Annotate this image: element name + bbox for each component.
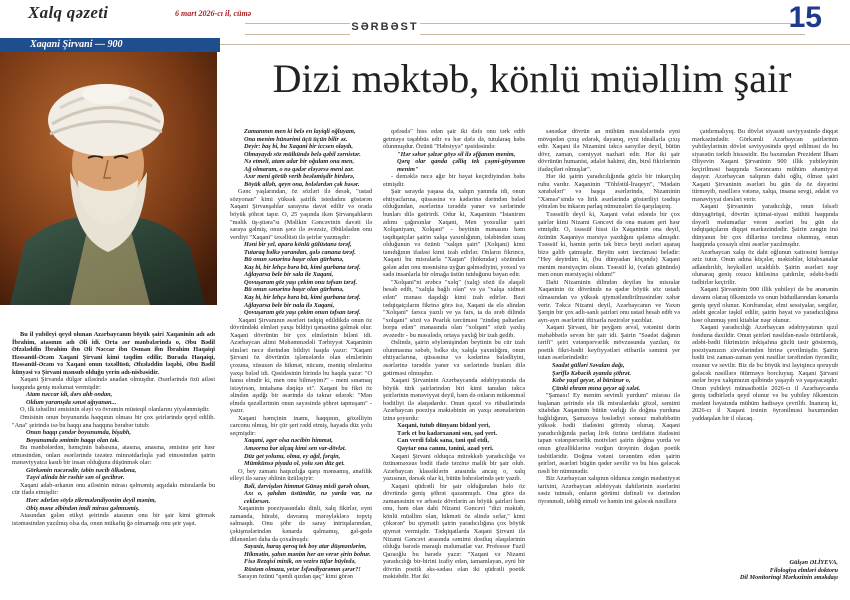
paragraph: Xaqani Şirvaninin 900 illik yubileyi də bu ənənənin davamı olaraq ölkəmizdə və onun hüdudlarından kənarda geniş qeyd olunur. Konfranslar, elmi sessiyalar, sərgilər, ədəbi gecələr təşkil edilir, şairin həyat və yaradıcılığına həsr olunmuş yeni kitablar nəşr olunur. [692, 286, 838, 324]
paragraph: Bu mənbələrdən, həmçinin babasına, atasına, anasına, əmisinə şeir həsr etməsindən, onları əsərlərində təzətez minnətdarlıqla yad etməsindən şairin mənəviyyatca kasıb bir insan olduğunu düşünmək olar: [12, 444, 215, 467]
verse-line: Onun haqqı çəndər boyunumda, bişubh, [26, 429, 131, 437]
paragraph: Dahi Nizaminin dilindən deyilən bu misralar Xaqaninin öz dövründə nə qədər böyük söz ustadı olmasından və yüksək qiymətləndirilməsindən xəbər verir. Təkcə Nizami deyil, Azərbaycanın ve Yaxın Şərqin bir çox adlı-sanlı şairləri onu ustad hesab edib və ayrı-ayrı əsərlərini iftixarla nəzirələr yazıblar. [538, 278, 680, 324]
verse-line: Qərq olar qanda çəlliq tek çəşmi-giryanım menim" [397, 158, 525, 173]
paragraph: Xaqani adab-ərkanın onu ailəsinin mirası qəlməmiş aqşıdakı misralarda bu cür ifadə etmişdir: [12, 481, 215, 497]
verse-line: Kebe yaşıl geyər, əl bürünər o, [552, 377, 631, 385]
paragraph: Sarayın özünü "qəmli qızdan qaç" kimi görən [238, 573, 353, 581]
verse-line: Hərc ədırlən söylə zikrmələndiyonim deyil mənim, [26, 497, 157, 505]
verse-line: Axır meni görüb verib beələmişdir birdərə, [244, 173, 355, 181]
verse-line: Axı o, şahdan üstündür, nə yarda var, nə ceklərsən. [244, 490, 372, 505]
paragraph: Şair sarayda yaşasa da, xalqın yanında idi, onun ehtiyaclarına, qüssəsinə və kədərinə dərindən bələd olduğundan, əsərlərinə tərəddə yaner və sərlərinde bunları dilə gətirirdi. Odur ki, Xaqaninin "İstanirım adımı çağırsınlar Xaqani, Men yoxsullar şairi Xolqaniyam, Xolqani" - beytinin mənasını həm təqdiqatçılar şairin xalqa yaxınlığının, tələbindən uzaq olduğunun və özünü "xalqın şairi" (Xolqani) kimi tanıdığının ifadəsi kimi izah edirlər. Onların fikrincə, Xaqani bu misralarla "Xaqan" (hökmdar) sözündən gələn adın onu məsnisinə uyğun gəlmədiyini, yoxsul və sadə insanlarla bir olmağa üstün tutduğunu bəyan edir. [383, 188, 525, 279]
paragraph: Xaqani Şirvanının əsərləri tədqiq edildikdə onun öz dövründəki elmləri yaxşı bildiyi qənaətinə gəlmək olur. Xaqani dövrünün bir çox elmlərinin biləni idi. Azərbaycan alimi Məhəmmədəli Tərbiyyət Xaqaninin elmləri necə dərindən bildiyi haqda yazır: "Xaqani Şirvani öz dövrünün işləmələrdə olan elmlərinin çoxuna, xüsusən də hikmət, nücum, məntiq elmlərinə yaxşı bələd idi. Qəsidəsinin birində bu haqda yazır: "O hansı elmdir ki, men onu bilməyim?" - meni sınamaq istəyirsən, imtahana dəqiqə et". Xaqani bu fikri öz əlindən aşıdğı bir əsərində də təkrar edərək: "Mən elmdə qəzəllərimin onun sayəsində şöhrət tapmışam" - yazır. [230, 316, 372, 415]
paragraph: "Xolqani"ni ərəbcə "xəlq" (xalq) sözü ilə əlaqəli hesab edib, "xalqla bağlı olan" və ya "xalqa xidmət edən" mənası daşıdığı kimi izah edirlər. Bəzi tədqiqatçıların fikrinə görə isə, Xaqani da elə əlindən "Xolqani" farsca yazılı ve ya fars, ta da ərəb dilində "xolqani" sözü və Pearlık tərcüməsi "zindəq paltarları borpa edən" mənasında olan "xolqani" sözü yaxlış əvəzedir - bu məsələdə, ortaya yaxlığ bir izah gedib. [383, 278, 525, 339]
verse-line: Ağlayarsa bele bir sala ile Xaqani, [244, 271, 334, 279]
verse-line: Qaytar ona canını, tənini, azad yeri. [397, 444, 494, 452]
column-5 [692, 128, 838, 555]
verse-line: Kaş bi, bir lehçə bəra bü, kimi gurbana tərəf. [244, 294, 361, 302]
paragraph: Azərbaycan xalqı öz dahi oğlunun xatirəsini həmişə əziz tutur. Onun adına küçələr, məktəblər, kitabxanalar adlandırılıb, heykəlləri ucaldılıb. Şairin əsərləri nəşr olunaraq geniş oxucu kütləsinə çatdırılır, ədəbi-bədii tədbirlər keçirilir. [692, 248, 838, 286]
paragraph: O, ilk təhsilini əmisinin ələyi və övrəmin müsteqil olanlarını yiyələnmişdir. [20, 406, 210, 414]
verse-line: Olmayaydı söz mülkündə belə qəbil zərnistər. [244, 150, 361, 158]
verse-line: Nə etmeli, atam adar bir oğulam ona men, [244, 158, 355, 166]
verse-line: Deyir: baş bi, bu Xaqani bir iccsen olaydı, [244, 143, 353, 151]
verse-line: Bü onun sənərinə haşır olan gürhanə, [244, 256, 344, 264]
paragraph: Xaqani Şirvaninin Azərbaycanda ədəbiyyatında da böyük türk şairlərindən biri kimi tanıdan təkcə şeirlərinin mənəviyyat deyil, həm də onların mükəmməl bədiiliyi ilə əlaqədardır. Onun qəzəl və rübailərində Azərbaycan poeziya məktəbinin ən yaxşı ənənələrinin izinə şoyurdu: [383, 377, 525, 422]
paragraph: Xaqani həmçinin inamı, haqqının, gözəlliyin carconu olmuş, bir çür şeri rədd etmiş, hayada düz yolu seçmişdir: [230, 414, 372, 437]
paragraph: Biz Azərbaycan xalqının oldunca zəngin mədəniyyət tarixini, Azərbaycan ədəbiyyatı dahilərinin əsərlərini səsiz tutmalı, onların görümi dəfinəli və dərindən öyrənməli, təbliğ etməli və həmin irsi gələcək nəsillərə [538, 475, 680, 505]
paragraph: Əmisinin onun boyununda haqqının olması bir çox şeirlərində qeyd edilib. "Ana" şeirində isə bu haqqı ana haqqına bərabər tutub: [12, 414, 215, 429]
portrait-illustration [0, 52, 217, 305]
author-organization: Dil Monitorinqi Mərkəzinin əməkdaşı [739, 574, 838, 581]
verse-line: Ona menim hünərimi üçü üçün bilir əz. [244, 135, 348, 143]
verse-line: Əbiş məne əlbindən imdi mirası gəlmnəmiş. [26, 504, 140, 512]
paragraph: Gənc yaşlarından, öz sözləri ilə desək, "ustad sözyonan" kimi yüksək şairlik istedadını göstərən Xaqani Şirvanşahlar sarayına davət edilir və orada böyük şöhrət tapır. O, 25 yaşında ikən Şirvanşahların "məlik üş-şüəra"sı (Məlikin Gəncəvinin davəti ilə saraya gəlmiş, onun şərə ilə əvəzsiz, Əbüləladən onu verdiyi "Xaqani" təxəllüsü ilə şeirlər yazmışdır: [230, 188, 372, 241]
verse-line: Hikmətin, şahın mənim her an verər şirin bohur. [244, 550, 371, 558]
article-headline: Dizi məktəb, könlü müəllim şair [272, 56, 792, 101]
rubric-divider [220, 44, 850, 45]
paragraph: Atasından gələn etikyi şeirində atasının onu bir şair kimi görmək istəməsindən yazılmış olsa da, onun mükafiq ğə olmamağı onu şeir yaşıt. [12, 512, 215, 527]
verse-line: Tərk et bu kadərxanəni son, şad yeri. [397, 429, 498, 437]
paragraph: qəfəsdə" hiss edən şair iki dəfə onu tərk edib getməyə təşəbbüs edir və hər dəfə də, tutularaq həbs olunmuşdur. Özünü "Həbsiyyə" qəsidəsində: [383, 128, 525, 151]
column-2 [230, 128, 372, 593]
paragraph: Təəssüfü deyil ki, Xaqani vəfat edəndə bir çox şairlər kimi Nizami Gəncəvi də ona matəm şeri həsr etmişdir. O, təəssüf hissi ilə Xaqaninin ona deyil, özünün Xaqaniyə mərsiyə yazdığını qələmə almışdır. Təəssüf ki, həmin şerin tək bircə beyti əsrləri aşaraq bizə gəlib çatmışdır. Beytin sətri tərcüməsi belədir: "Hey deyirdim ki, (bu dünyadan köçəndə) Xaqani menim mərsiyəçim olsun. Təəssüf ki, (vəfatı günündə) men onun mərsiyəçisi oldum!" [538, 211, 680, 279]
lead-paragraph: Bu il yubileyi qeyd olunan Azərbaycanın böyük şairi Xaqaninin adı adı İbrahim, atasının adı Əli idi. Orta əsr mənbələrində o, Əbu Bədil Əfzələddin İbrahim ibn Əli Nəccar ibn Osman ibn İbrahim Haqaiqi Həssanül-Əcəm Xaqani Şirvani kimi təqdim edilir. Burada Haqaiqi, Həssanül-Əcəm və Xaqani onun təxəllüsü, Əfzələddin ləqəbi, Əbu Bədil künyəsi və Şirvani mənsub olduğu yerin adı-nisbəsidir. [12, 331, 215, 376]
column-1 [12, 331, 215, 593]
verse-line: Aməorna bər alçaq kimi sen var-dövlət. [244, 444, 347, 452]
author-title: Filologiya elmləri doktoru [769, 566, 838, 574]
verse-line: Böyük alləh, qeyn ona, bolələrdən çək həsər. [244, 180, 360, 188]
rubric-title: Xaqani Şirvani — 900 [30, 39, 123, 50]
verse-line: Şəriflə Kəbəcik əyanıla şöhrət. [552, 369, 632, 377]
verse-line: Bəli, dərvişdən himmət Günəş misli gərəh olsun, [244, 482, 370, 490]
page-number: 15 [788, 1, 822, 34]
verse-line: Ağlayarsa bele bir nala ilə Xaqani, [244, 301, 335, 309]
verse-line: Rüstəm olmaza, yetər İsfəndiyarəmın şərər?! [244, 565, 361, 573]
verse-line: Səadət gülləri Səvalan dağı, [552, 361, 625, 369]
paragraph: O, bey zamanı haqsızlığa qarşı mənsamış, anafilik elleyi ilə saray əhlinin üzüləşiyir: [230, 467, 372, 483]
verse-line: Düz get yolunu, olma, ey ağıl, fərqin, [244, 452, 341, 460]
paragraph: Xaqani Şirvaninin yaradıcılığı, onun fəlsəfi dünyagörüşü, dövrün içtimai-siyasi mühiti haqqında dəyərli məlumatlar verən əsərləri bu gün də tədqiqatçıların diqqət mərkəzindədir. Şairin zəngin irsi dünyanın bir çox dillərinə tərcümə olunmuş, onun haqqında çoxsaylı elmi əsərlər yazılmışdır. [692, 203, 838, 249]
paragraph: Xaqani Şirvani, bir peyğəm ərvəl, vətənini dərin məhəbbətlə sevən bir şair idi. Şairin "Səadət dağının tərifi" şeiri vətənpərvərlik mövzusunda yazılan, öz poetik fikri-bədii keyfiyyətləri etibarilə səmimi yer tutan əsərlərindədir: [538, 324, 680, 362]
verse-line: Zamanının men ki belə en layiqli oğluyam, [244, 128, 356, 135]
paragraph: Əslində, şairin söyləmişindən beytinin bu cür izah olunmasına səbəb, bəlkə də, xalqla yaxınlığını, onun ehtiyaclarına, qüssəsinə və kədərinə bələdliyini, əsərlərinə tərəddə yaner və sərlərində bunları dilə gətirməsi olmuşdur. [383, 339, 525, 377]
paragraph: - deməklə necə ağır bir həyat keçirdiyindən bəhs etmişdir. [383, 173, 525, 188]
verse-line: Sayasiz, haraş qeroq tek boy atar düşmənlərim, [244, 543, 367, 551]
poet-portrait [0, 52, 217, 305]
verse-line: Xaqani, əger olsa nəcibin himmət, [244, 437, 333, 445]
verse-line: Oldum yaranışda sənət ağıyanan... [26, 398, 117, 406]
verse-line: Fisə Rezqisi minik, on vezirə tüfar büyledə, [244, 558, 356, 566]
author-byline [692, 559, 838, 582]
verse-line: Qovuşaram göz yaşı çekim onun təfsan tərəf. [244, 309, 361, 317]
paragraph: Xaqani yaradıcılığı Azərbaycan ədəbiyyatının qızıl fonduna daxildir. Onun şeirləri nəsildən-nəslə ötürülərək, ədəbi-bədii fikrimizin inkişafına güclü təsir göstərmiş, poeziyamızın zirvələrindən birinə çevrilmişdir. Şairin bədii irsi zaman-zaman yeni nəsillər tərəfindən öyrənilir, oxunur və sevilir. Biz də bu böyük irsi layiqincə qoruyub gələcək nəsillərə ötürməyə borcluyuq. Xaqani Şirvani əsrlər boyu xalqımızın qəlbində yaşayıb və yaşayacaqdır. Onun yubileyi münasibətilə 2026-cı il Azərbaycanda geniş tədbirlərlə qeyd olunur və bu yubiley ölkəmizin mədəni həyatında mühüm hadisəyə çevrilib. İnanırıq ki, 2026-cı il Xaqani irsinin öyrənilməsi baxımından yaddaqalan bir il olacaq. [692, 324, 838, 422]
verse-line: Boyunumda əmimin haqqı olan tək. [26, 436, 120, 444]
column-3 [383, 128, 525, 583]
verse-line: Görkəmin nəcərədir, təbin nəcib ölkədəna, [26, 466, 137, 474]
verse-line: Can verdi fələk sana, təni qul etdi, [397, 437, 490, 445]
verse-line: Qovuşaram göz yaşı çekim onu təfsan tərəf. [244, 278, 358, 286]
paragraph: sənətkar dövrün an mühüm məsələlərində eyni mövqedən çıxış edərək, dayanıq, eyni ideallarla çıxış edir. Xaqani ilə Nizamini təkcə sarıyilər deyil, bütün dövr, zaman, cəmiyyət nazhari edir. Hər iki şair dövrünün humanist, ədalət hakimi, din, birsl fikirlərinin ifadəçiləri olmuşlar". [538, 128, 680, 173]
rubric-bar [0, 38, 220, 52]
paragraph: Xaqani qüdrətli bir şair olduğundan həlo öz dövründə geniş şöhrət qazanmışdı. Ona görə də zamanəsinin ve ərbəsiz dövrlərin an böyük şairləri həm onu, həm olan dahi Nizami Gəncəvi "dizi məktəb, könlü müəllim olan, hikməti öz əlində sırlar," kimi çökərən" bu qiymətli şairin yaradıcılığına çox böyük qiymət vermişdir. Tədqiqatlarda Xaqani Şirvani ilə Nizami Gəncəvi arasında səmimi dostluq əlaqələrinin olduğu barədə maraqlı məlumatlar var. Professor Fazil Qaraoğlu bu barədə yazır: "Xaqani və Nizami yaradıcılığı bir-birini izafiy edən, tamamlayan, eyni bir dövrün poetik əks-sədası olan iki qüdrətli poetik məktəbdir. Hər iki [383, 482, 525, 581]
paragraph: "Şamaxı! Ey menim sevimli yurdum" misrası ilə başlanan şeirində elə ilk misralardakı gözəl, səmimi xitabdan Xaqaninin bütün varlığı ilə doğma yurduna bağlılığının, Şamaxıya bəslədiyi sonsuz məhəbbətin yüksək bədii ifadəsini görmüş oluruq. Xaqani yaradıcılığında parlaq lirik özünə tərdifatın ifadəsini tapan vətənpərvərlik motivləri şairin doğma yurda ve onun gözəlliklərinə vurğun ürəyinin doğan poetik təsbitləridir. Doğma vətəni tərənnüm edən şairin şeirləri, əsərləri bügün qəder sevilir və bu hiss gələcək nəsli bir nümunədir. [538, 392, 680, 475]
issue-date: 6 mart 2026-cı il, cümə [175, 9, 252, 18]
verse-line: Atam nəccar idi, dərs alıb ondan, [26, 391, 113, 399]
paragraph: Xaqani Şirvanda dülgər ailəsində anadan olmuşdur. Əsərlərində özü ailəsi haqqında geniş məlumat vermişdir: [12, 376, 215, 391]
verse-line: Tutaraq bəlkə yarandan, gələ canana tərəf. [244, 248, 356, 256]
verse-line: Çünki ehram mına geyər ağ xələt. [552, 384, 641, 392]
newspaper-name: Xalq qəzeti [28, 3, 109, 22]
verse-line: Təşvi alinda bir rəshir sən ol gecibrər. [26, 474, 125, 482]
verse-line: Mümkünsə piyada ol, yolu sən düz get. [244, 460, 345, 468]
paragraph: çatdırmalıyıq. Bu dövlət siyasəti səviyyəsində diqqət mərkəzindədir. Görkəmli Azərbaycan şairlərinin yubileylərinin dövlət səviyyəsində qeyd edilməsi də bu siyasətin tərkib hissəsidir. Bu baxımdan Prezident İlham Əliyevin Xaqani Şirvaninin 900 illik yubileyinin keçirilməsi haqqında Sərəncamı mühüm əhəmiyyət daşıyır. Azərbaycan xalqının dahi oğlu, ölməz şairi Xaqani Şirvaninin əsərləri bu gün də öz dəyərini itirməyib, nəsillərə vətənə, xalqa, insana sevgi, ədalət və mənəviyyat dərsləri verir. [692, 128, 838, 203]
author-name: Gülşən ƏLİYEVA, [789, 559, 838, 566]
section-label: SƏRBƏST [351, 21, 419, 33]
paragraph: Xaqani Şirvani olduqca mürəkkəb yaradıcılığa və özünəməxsus bədii ifadə tərzinə malik bir şair olub. Azərbaycan klassiklərin arasında ancaq o, xalq yazısının, dərsək olar ki, bütün bəhrələrində şeir yazıb. [383, 452, 525, 483]
masthead [0, 0, 850, 36]
verse-line: Xaqani, tutub dünyanı bidənl yeri, [397, 422, 491, 430]
verse-line: Ağ olmaram, o nə qədər eləyərsə meni zar. [244, 165, 355, 173]
verse-line: Kaş bi, bir lehçə bəra bü, kimi gurbana tərəf. [244, 263, 361, 271]
paragraph: Xaqaninin poeziyasındakı dinli, xalq fikirlər, eyni zamanda, hürabi, davranış mərəyləklərə topyiş salmaqdı. Onu şöhr də saray intriqalarından, çəkişmələrindən kənarda qalmamış, gəl-gedə dilənənləri daha da çoxalmışdı: [230, 505, 372, 543]
column-4 [538, 128, 680, 593]
verse-line: "Hər səhər şəlzər göyə sil ilə əfğanım menim, [397, 150, 516, 158]
verse-line: Həni bir yel, apara könlü gülüstanə tərəf, [244, 241, 352, 249]
section-divider [245, 23, 805, 35]
paragraph: Hər iki şairin yaradıcılığında gözlə bir inkarçılıq ruhu vardır. Xaqaninin "Töhfətül-İraqeyn", "Mədain xərabələri" və başqa əsərlərində, Nizaminin "Xəmsə"sində və lirik əsərlərində göstəriliyi təsdiqə yönələn bu inkarın parlaq nümunələri ilə qarşılaşırıq. [538, 173, 680, 211]
verse-line: Bü onun sənərinə haşır olan gürhanə, [244, 286, 344, 294]
